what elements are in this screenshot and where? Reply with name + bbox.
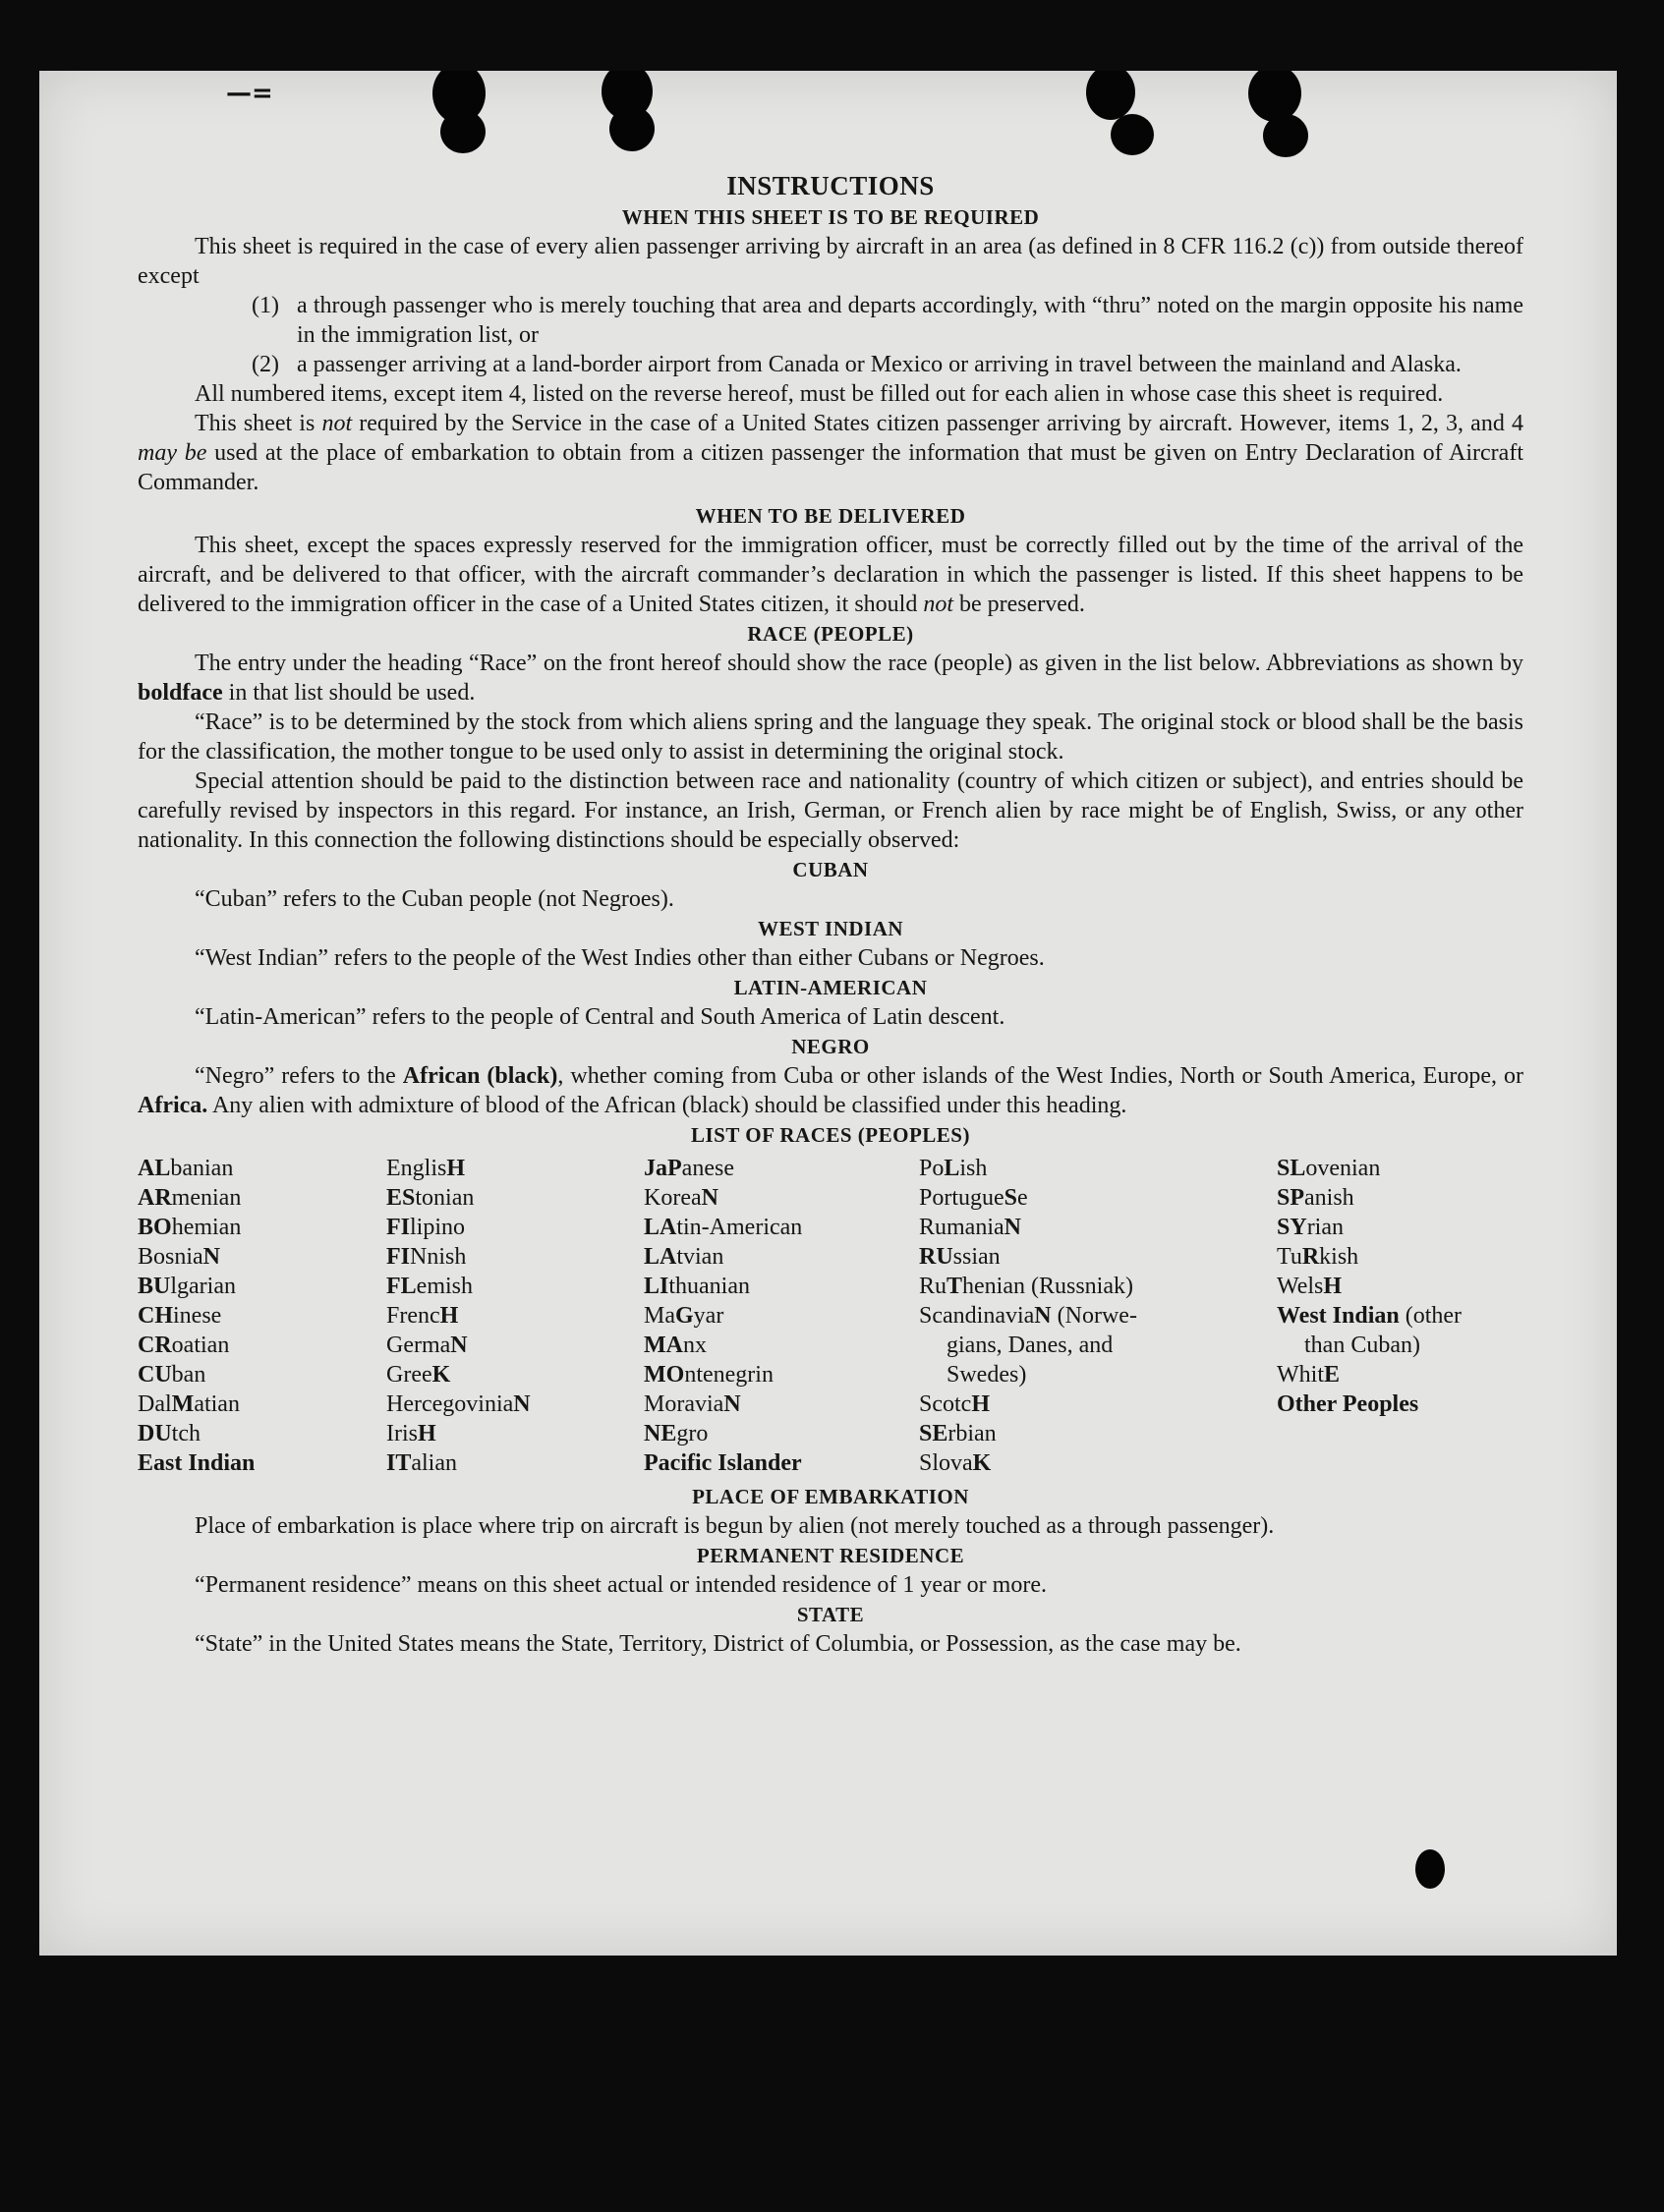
races-list: [138, 1154, 1523, 1478]
race-entry: DalMatian: [138, 1391, 240, 1417]
race-entry: GermaN: [386, 1333, 468, 1358]
latin-american-definition: “Latin-American” refers to the people of Central and South America of Latin descent.: [195, 1004, 1005, 1030]
race-entry: RUssian: [919, 1244, 1001, 1270]
race-entry: IrisH: [386, 1421, 436, 1446]
race-entry: BUlgarian: [138, 1274, 236, 1299]
west-indian-definition: “West Indian” refers to the people of the West Indies other than either Cubans or Negroes.: [195, 945, 1045, 971]
exception-item-2: (2) a passenger arriving at a land-border airport from Canada or Mexico or arriving in travel between the mainland and Alaska.: [252, 352, 1462, 377]
race-entry: BOhemian: [138, 1215, 242, 1240]
race-entry: CHinese: [138, 1303, 222, 1329]
residence-definition: “Permanent residence” means on this sheet actual or intended residence of 1 year or more.: [195, 1572, 1047, 1598]
negro-definition: “Negro” refers to the African (black), whether coming from Cuba or other islands of the West Indies, North or South America, Europe, or Africa. Any alien with admixture of blood of the African (black) should be classified under this heading.: [138, 1063, 1523, 1118]
race-entry: MAnx: [644, 1333, 707, 1358]
race-entry: gians, Danes, and: [947, 1333, 1114, 1358]
punch-hole: [1263, 114, 1308, 157]
heading-west-indian: WEST INDIAN: [757, 917, 904, 940]
heading-delivered: WHEN TO BE DELIVERED: [695, 504, 966, 528]
race-entry: CRoatian: [138, 1333, 230, 1358]
race-entry: DUtch: [138, 1421, 201, 1446]
race-entry: SLovenian: [1277, 1156, 1381, 1181]
race-entry: SPanish: [1277, 1185, 1354, 1211]
heading-race: RACE (PEOPLE): [747, 622, 914, 646]
required-intro: This sheet is required in the case of every alien passenger arriving by aircraft in an area (as defined in 8 CFR 116.2 (c)) from outside thereof except: [138, 234, 1523, 289]
punch-hole: [1086, 71, 1135, 120]
state-definition: “State” in the United States means the State, Territory, District of Columbia, or Possession, as the case may be.: [195, 1631, 1241, 1657]
heading-residence: PERMANENT RESIDENCE: [696, 1544, 965, 1567]
race-entry: ARmenian: [138, 1185, 242, 1211]
race-entry: ALbanian: [138, 1156, 234, 1181]
race-entry: Pacific Islander: [644, 1450, 802, 1476]
required-paragraph-3: This sheet is not required by the Service in the case of a United States citizen passenger arriving by aircraft. However, items 1, 2, 3, and 4 may be used at the place of embarkation to obtain from a citizen passenger the information that must be given on Entry Declaration of Aircraft Commander.: [138, 411, 1523, 495]
race-entry: MaGyar: [644, 1303, 724, 1329]
race-entry: RuThenian (Russniak): [919, 1274, 1133, 1299]
race-entry: LAtvian: [644, 1244, 724, 1270]
race-entry: RumaniaN: [919, 1215, 1021, 1240]
race-entry: SlovaK: [919, 1450, 992, 1476]
heading-state: STATE: [796, 1603, 865, 1626]
race-entry: LIthuanian: [644, 1274, 750, 1299]
exception-item-1: (1) a through passenger who is merely touching that area and departs accordingly, with “thru” noted on the margin opposite his name in the immigration list, or: [252, 293, 1523, 348]
race-entry: ITalian: [386, 1450, 457, 1476]
race-entry: than Cuban): [1304, 1333, 1420, 1358]
race-entry: LAtin-American: [644, 1215, 803, 1240]
race-entry: Other Peoples: [1277, 1391, 1419, 1417]
race-entry: NEgro: [644, 1421, 709, 1446]
race-entry: BosniaN: [138, 1244, 221, 1270]
race-entry: SErbian: [919, 1421, 997, 1446]
race-entry: FrencH: [386, 1303, 459, 1329]
heading-embarkation: PLACE OF EMBARKATION: [692, 1485, 969, 1508]
heading-negro: NEGRO: [791, 1035, 870, 1058]
races-column-1: [138, 1154, 386, 1478]
document-sheet: [39, 71, 1617, 1956]
instructions-body: [138, 169, 1523, 1659]
race-paragraph-3: Special attention should be paid to the distinction between race and nationality (country of which citizen or subject), and entries should be carefully revised by inspectors in this regard. For instance, an Irish, German, or French alien by race might be of English, Swiss, or any other nationality. In this connection the following distinctions should be especially observed:: [138, 768, 1523, 853]
race-entry: SYrian: [1277, 1215, 1344, 1240]
race-entry: ScotcH: [919, 1391, 990, 1417]
races-column-2: [386, 1154, 644, 1478]
heading-required: WHEN THIS SHEET IS TO BE REQUIRED: [621, 205, 1040, 229]
race-entry: ScandinaviaN (Norwe-: [919, 1303, 1137, 1329]
punch-hole: [609, 106, 655, 151]
punch-hole: [1248, 71, 1301, 122]
race-paragraph-2: “Race” is to be determined by the stock from which aliens spring and the language they speak. The original stock or blood shall be the basis for the classification, the mother tongue to be used only to assist in determining the original stock.: [138, 709, 1523, 765]
punch-hole: [1415, 1849, 1445, 1889]
races-column-3: [644, 1154, 919, 1478]
race-entry: FLemish: [386, 1274, 473, 1299]
punch-hole: [440, 110, 486, 153]
race-entry: EStonian: [386, 1185, 475, 1211]
header-mark: —=: [226, 79, 273, 108]
race-entry: MoraviaN: [644, 1391, 741, 1417]
race-entry: WhitE: [1277, 1362, 1341, 1388]
race-paragraph-1: The entry under the heading “Race” on the front hereof should show the race (people) as given in the list below. Abbreviations as shown by boldface in that list should be used.: [138, 651, 1523, 706]
race-entry: West Indian (other: [1277, 1303, 1463, 1329]
page-title: INSTRUCTIONS: [726, 171, 935, 200]
races-column-4: [919, 1154, 1277, 1478]
race-entry: JaPanese: [644, 1156, 734, 1181]
race-entry: GreeK: [386, 1362, 451, 1388]
heading-races-list: LIST OF RACES (PEOPLES): [691, 1123, 970, 1147]
races-column-5: [1277, 1154, 1523, 1478]
race-entry: WelsH: [1277, 1274, 1343, 1299]
race-entry: PortugueSe: [919, 1185, 1028, 1211]
required-paragraph-2: All numbered items, except item 4, listed on the reverse hereof, must be filled out for each alien in whose case this sheet is required.: [195, 381, 1444, 407]
punch-hole: [1111, 114, 1154, 155]
race-entry: KoreaN: [644, 1185, 718, 1211]
embarkation-definition: Place of embarkation is place where trip on aircraft is begun by alien (not merely touched as a through passenger).: [195, 1513, 1275, 1539]
race-entry: EnglisH: [386, 1156, 466, 1181]
race-entry: Swedes): [947, 1362, 1027, 1388]
race-entry: East Indian: [138, 1450, 256, 1476]
delivered-paragraph: This sheet, except the spaces expressly reserved for the immigration officer, must be correctly filled out by the time of the arrival of the aircraft, and be delivered to that officer, with the aircraft commander’s declaration in which the passenger is listed. If this sheet happens to be delivered to the immigration officer in the case of a United States citizen, it should not be preserved.: [138, 533, 1523, 617]
race-entry: HercegoviniaN: [386, 1391, 531, 1417]
heading-latin-american: LATIN-AMERICAN: [733, 976, 928, 999]
race-entry: MOntenegrin: [644, 1362, 774, 1388]
race-entry: FIlipino: [386, 1215, 466, 1240]
heading-cuban: CUBAN: [792, 858, 869, 881]
race-entry: PoLish: [919, 1156, 988, 1181]
race-entry: FINnish: [386, 1244, 467, 1270]
race-entry: TuRkish: [1277, 1244, 1359, 1270]
cuban-definition: “Cuban” refers to the Cuban people (not Negroes).: [195, 886, 674, 912]
race-entry: CUban: [138, 1362, 206, 1388]
